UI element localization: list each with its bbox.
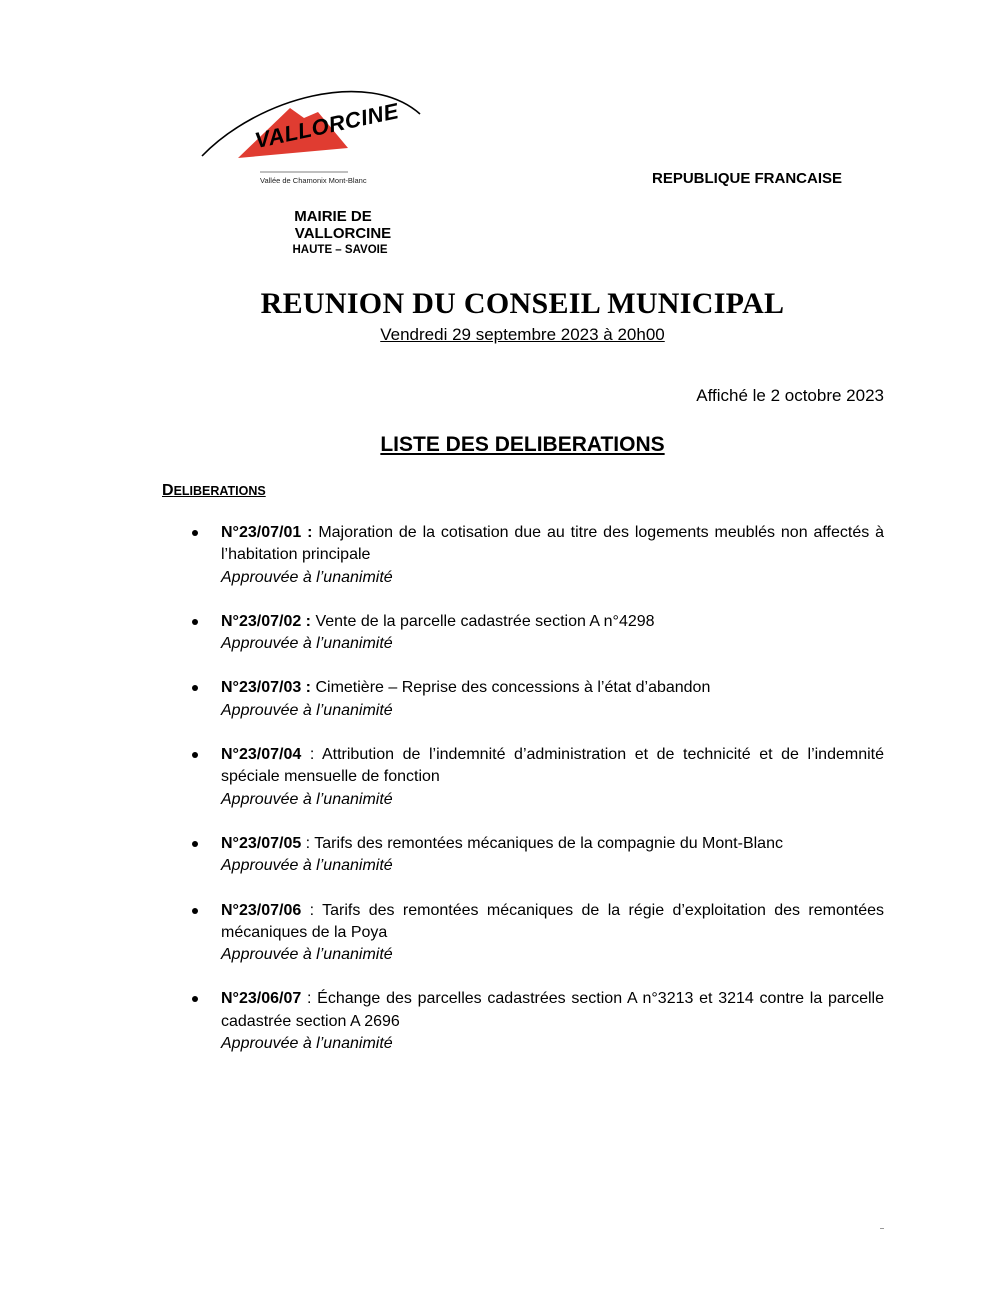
mairie-line-1: MAIRIE DE <box>294 208 372 225</box>
list-item <box>190 677 884 722</box>
bullet-icon <box>192 619 198 625</box>
deliberation-text: : Tarifs des remontées mécaniques de la compagnie du Mont-Blanc <box>301 834 783 852</box>
deliberation-number: N°23/07/01 : <box>221 524 313 541</box>
list-item <box>190 611 884 656</box>
section-heading-rest: ELIBERATIONS <box>173 484 266 498</box>
deliberation-status: Approuvée à l’unanimité <box>221 1035 393 1053</box>
deliberation-text: Cimetière – Reprise des concessions à l’état d’abandon <box>311 679 711 697</box>
deliberation-text: Vente de la parcelle cadastrée section A n°4298 <box>311 612 655 630</box>
bullet-icon <box>192 996 198 1002</box>
deliberation-number: N°23/06/07 <box>221 990 302 1008</box>
deliberation-text: : Attribution de l’indemnité d’administration et de technicité et de l’indemnité spéciale mensuelle de fonction <box>221 746 884 786</box>
list-item <box>190 744 884 811</box>
section-heading-initial: D <box>162 482 174 499</box>
deliberation-list <box>190 522 884 1077</box>
deliberation-number: N°23/07/02 : <box>221 612 312 630</box>
list-item <box>190 522 884 589</box>
deliberation-status: Approuvée à l’unanimité <box>221 790 393 808</box>
logo-tagline: Vallée de Chamonix Mont-Blanc <box>260 176 367 185</box>
deliberation-number: N°23/07/06 <box>221 901 302 919</box>
bullet-icon <box>192 908 198 914</box>
mairie-block <box>270 208 410 258</box>
deliberation-number: N°23/07/03 : <box>221 679 312 697</box>
deliberation-text: : Échange des parcelles cadastrées section A n°3213 et 3214 contre la parcelle cadastrée section A 2696 <box>221 990 884 1030</box>
deliberation-status: Approuvée à l’unanimité <box>221 701 393 719</box>
list-item <box>190 988 884 1055</box>
meeting-title: REUNION DU CONSEIL MUNICIPAL <box>260 287 785 320</box>
meeting-date: Vendredi 29 septembre 2023 à 20h00 <box>380 325 665 344</box>
deliberation-status: Approuvée à l’unanimité <box>221 635 393 653</box>
list-item <box>190 833 884 878</box>
deliberation-text: : Tarifs des remontées mécaniques de la régie d’exploitation des remontées mécaniques de la Poya <box>221 901 884 941</box>
deliberation-status: Approuvée à l’unanimité <box>221 946 393 964</box>
deliberation-number: N°23/07/05 <box>221 834 302 852</box>
vallorcine-logo <box>198 78 430 190</box>
section-heading <box>162 482 266 500</box>
deliberation-text: Majoration de la cotisation due au titre des logements meublés non affectés à l’habitation principale <box>221 524 884 564</box>
mairie-line-3: HAUTE – SAVOIE <box>292 244 388 256</box>
page-mark <box>880 1228 884 1229</box>
bullet-icon <box>192 530 198 536</box>
deliberation-number: N°23/07/04 <box>221 746 302 764</box>
mairie-line-2: VALLORCINE <box>294 225 392 242</box>
deliberation-status: Approuvée à l’unanimité <box>221 568 393 586</box>
deliberation-status: Approuvée à l’unanimité <box>221 857 393 875</box>
logo-name: VALLORCINE <box>252 98 401 154</box>
bullet-icon <box>192 752 198 758</box>
bullet-icon <box>192 841 198 847</box>
republique-francaise: REPUBLIQUE FRANCAISE <box>652 170 843 187</box>
list-item <box>190 900 884 967</box>
bullet-icon <box>192 685 198 691</box>
list-title: LISTE DES DELIBERATIONS <box>380 433 665 456</box>
posted-date: Affiché le 2 octobre 2023 <box>696 386 884 405</box>
